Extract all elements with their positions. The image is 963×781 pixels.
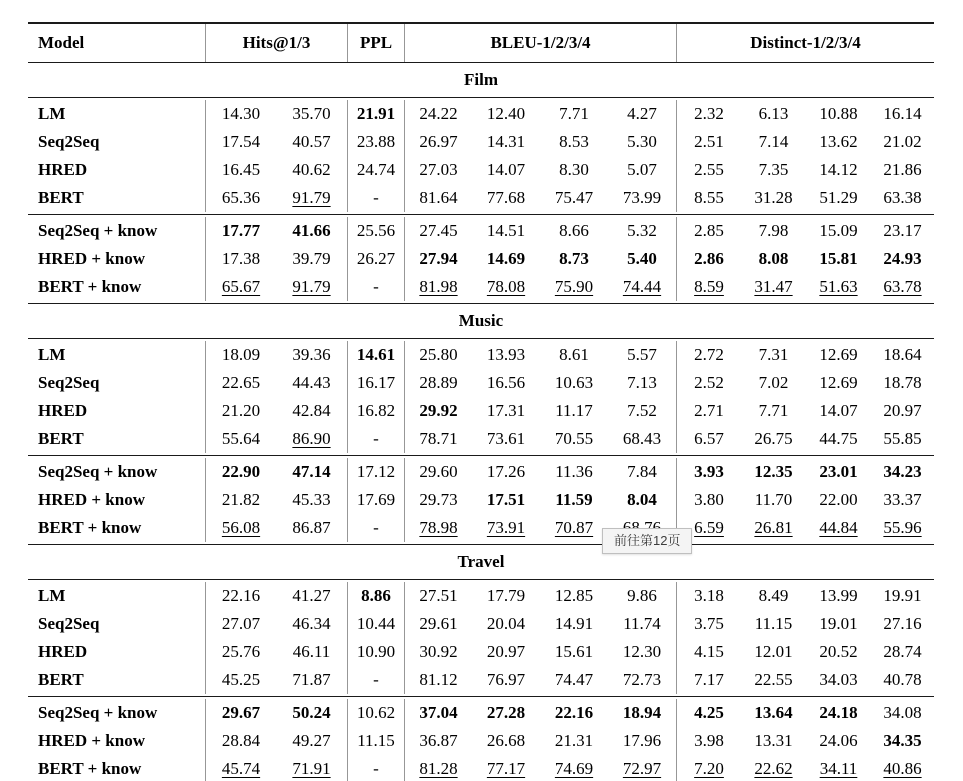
table-row [28,128,934,156]
value-cell: 22.90 [205,458,276,486]
value-cell: 51.29 [819,188,858,207]
value-cell: 16.56 [486,373,526,392]
value-cell: 7.14 [758,132,789,151]
value-cell: 34.08 [883,703,922,722]
model-name: BERT [38,670,84,689]
model-name: Seq2Seq [38,614,100,633]
value-cell: 81.12 [404,666,472,694]
value-cell: 3.93 [676,458,741,486]
table-row [28,184,934,212]
value-cell: 7.84 [627,462,657,481]
value-cell: 17.26 [486,462,526,481]
value-cell: 70.87 [554,518,594,537]
table-row [28,638,934,666]
value-cell: 34.11 [819,759,858,778]
value-cell: 20.04 [486,614,526,633]
value-cell: 29.92 [404,397,472,425]
value-cell: 91.79 [292,188,331,207]
value-cell: 2.51 [676,128,741,156]
value-cell: 3.98 [676,727,741,755]
value-cell: 81.64 [404,184,472,212]
value-cell: 26.81 [754,518,793,537]
value-cell: 8.66 [559,221,589,240]
value-cell: 45.25 [205,666,276,694]
value-cell: 78.71 [404,425,472,453]
value-cell: 42.84 [292,401,331,420]
value-cell: 26.97 [404,128,472,156]
value-cell: 28.84 [205,727,276,755]
model-name: Seq2Seq + know [38,703,158,722]
value-cell: 14.91 [554,614,594,633]
header-ppl: PPL [347,24,404,62]
value-cell: 4.27 [627,104,657,123]
value-cell: 6.59 [676,514,741,542]
value-cell: 25.80 [404,341,472,369]
model-name: Seq2Seq + know [38,221,158,240]
header-distinct: Distinct-1/2/3/4 [676,24,934,62]
value-cell: - [347,514,404,542]
value-cell: 23.88 [347,128,404,156]
value-cell: 27.16 [883,614,922,633]
value-cell: 25.76 [205,638,276,666]
model-name: BERT + know [38,518,142,537]
model-name: HRED + know [38,249,145,268]
value-cell: 5.32 [627,221,657,240]
value-cell: 22.00 [819,490,858,509]
value-cell: 73.99 [622,188,662,207]
value-cell: 74.44 [622,277,662,296]
value-cell: 6.13 [758,104,789,123]
value-cell: 70.55 [554,429,594,448]
value-cell: 10.90 [347,638,404,666]
value-cell: 51.63 [819,277,858,296]
value-cell: 41.27 [292,586,331,605]
value-cell: 29.61 [404,610,472,638]
value-cell: 23.01 [819,462,858,481]
value-cell: 23.17 [883,221,922,240]
table-row [28,458,934,486]
value-cell: 74.69 [554,759,594,778]
value-cell: 44.43 [292,373,331,392]
table-row [28,610,934,638]
value-cell: 2.85 [676,217,741,245]
value-cell: 22.16 [554,703,594,722]
value-cell: 7.35 [758,160,789,179]
value-cell: 63.38 [883,188,922,207]
table-row [28,245,934,273]
value-cell: 27.51 [404,582,472,610]
value-cell: 2.71 [676,397,741,425]
table-row [28,341,934,369]
value-cell: 10.88 [819,104,858,123]
value-cell: 8.55 [676,184,741,212]
value-cell: 11.36 [555,462,593,481]
value-cell: 10.62 [347,699,404,727]
model-name: LM [38,104,66,123]
value-cell: 2.52 [676,369,741,397]
value-cell: 17.51 [486,490,526,509]
value-cell: 12.40 [486,104,526,123]
model-name: BERT + know [38,277,142,296]
value-cell: 11.15 [347,727,404,755]
value-cell: 75.47 [554,188,594,207]
section-title: Film [28,63,934,98]
model-name: Seq2Seq + know [38,462,158,481]
value-cell: 8.04 [627,490,657,509]
value-cell: 81.28 [404,755,472,781]
value-cell: 8.86 [347,582,404,610]
model-name: LM [38,586,66,605]
value-cell: 10.44 [347,610,404,638]
value-cell: 14.61 [347,341,404,369]
value-cell: 20.52 [819,642,858,661]
value-cell: 26.68 [486,731,526,750]
table-row [28,425,934,453]
header-model: Model [38,33,85,52]
value-cell: 50.24 [292,703,331,722]
row-group [28,456,934,545]
value-cell: 17.31 [486,401,526,420]
value-cell: 13.31 [754,731,793,750]
model-name: BERT [38,188,84,207]
value-cell: 14.51 [486,221,526,240]
value-cell: - [347,425,404,453]
value-cell: 17.54 [205,128,276,156]
model-name: HRED + know [38,731,145,750]
value-cell: 13.64 [754,703,793,722]
value-cell: 27.94 [404,245,472,273]
value-cell: 29.73 [404,486,472,514]
value-cell: 24.93 [883,249,922,268]
value-cell: 21.86 [883,160,922,179]
header-bleu: BLEU-1/2/3/4 [404,24,676,62]
value-cell: 12.01 [754,642,793,661]
value-cell: 17.79 [486,586,526,605]
value-cell: 19.01 [819,614,858,633]
value-cell: 31.28 [754,188,793,207]
value-cell: 17.77 [205,217,276,245]
value-cell: 41.66 [292,221,331,240]
value-cell: 73.91 [486,518,526,537]
value-cell: 39.79 [292,249,331,268]
value-cell: 78.98 [404,514,472,542]
table-row [28,727,934,755]
row-group [28,98,934,215]
value-cell: 17.12 [347,458,404,486]
value-cell: 8.49 [758,586,789,605]
value-cell: 40.78 [883,670,922,689]
value-cell: 5.07 [627,160,657,179]
value-cell: 78.08 [486,277,526,296]
table-header-row [28,24,934,63]
table-row [28,666,934,694]
model-name: BERT + know [38,759,142,778]
value-cell: 13.93 [486,345,526,364]
table-row [28,217,934,245]
value-cell: 65.36 [205,184,276,212]
value-cell: 91.79 [292,277,331,296]
value-cell: 34.03 [819,670,858,689]
value-cell: 34.35 [883,731,922,750]
value-cell: 24.18 [819,703,858,722]
table-row [28,369,934,397]
value-cell: 21.20 [205,397,276,425]
value-cell: 40.62 [292,160,331,179]
header-hits: Hits@1/3 [205,24,347,62]
value-cell: 35.70 [292,104,331,123]
value-cell: 7.20 [676,755,741,781]
value-cell: 27.28 [486,703,526,722]
table-row [28,397,934,425]
value-cell: 22.65 [205,369,276,397]
value-cell: 56.08 [205,514,276,542]
value-cell: 28.74 [883,642,922,661]
value-cell: 27.03 [404,156,472,184]
value-cell: 77.17 [486,759,526,778]
value-cell: 28.89 [404,369,472,397]
value-cell: 17.38 [205,245,276,273]
value-cell: 81.98 [404,273,472,301]
value-cell: 7.98 [758,221,789,240]
value-cell: 7.13 [627,373,657,392]
value-cell: 21.02 [883,132,922,151]
value-cell: 46.34 [292,614,331,633]
value-cell: 18.78 [883,373,922,392]
value-cell: 47.14 [292,462,331,481]
value-cell: 7.02 [758,373,789,392]
value-cell: 3.75 [676,610,741,638]
section-rows [28,339,934,545]
value-cell: 8.08 [758,249,789,268]
value-cell: 71.91 [292,759,331,778]
value-cell: 46.11 [292,642,331,661]
value-cell: 2.32 [676,100,741,128]
table-row [28,486,934,514]
value-cell: 7.31 [758,345,789,364]
value-cell: 77.68 [486,188,526,207]
value-cell: 8.73 [559,249,589,268]
value-cell: 45.74 [205,755,276,781]
value-cell: 17.69 [347,486,404,514]
section-travel [28,545,934,781]
value-cell: 26.27 [347,245,404,273]
value-cell: 9.86 [627,586,657,605]
value-cell: 45.33 [292,490,331,509]
value-cell: 11.74 [623,614,661,633]
table-row [28,156,934,184]
value-cell: 26.75 [754,429,793,448]
section-title: Travel [28,545,934,580]
value-cell: 7.71 [559,104,589,123]
value-cell: 22.55 [754,670,793,689]
value-cell: 33.37 [883,490,922,509]
value-cell: 22.16 [205,582,276,610]
model-name: HRED [38,401,88,420]
table-row [28,100,934,128]
value-cell: 29.67 [205,699,276,727]
value-cell: 2.55 [676,156,741,184]
table-row [28,582,934,610]
value-cell: 12.69 [819,345,858,364]
value-cell: 14.07 [819,401,858,420]
value-cell: 65.67 [205,273,276,301]
table-row [28,514,934,542]
model-name: HRED [38,160,88,179]
value-cell: 12.85 [554,586,594,605]
row-group [28,215,934,304]
section-rows [28,580,934,781]
section-rows [28,98,934,304]
value-cell: 72.97 [622,759,662,778]
value-cell: 27.07 [205,610,276,638]
value-cell: 21.31 [554,731,594,750]
table-row [28,273,934,301]
value-cell: 34.23 [883,462,922,481]
value-cell: 5.30 [627,132,657,151]
value-cell: 7.71 [758,401,789,420]
go-to-page-tooltip: 前往第12页 [602,528,692,554]
value-cell: 8.59 [676,273,741,301]
value-cell: 31.47 [754,277,793,296]
value-cell: 11.17 [555,401,593,420]
value-cell: 11.70 [754,490,793,509]
value-cell: 18.09 [205,341,276,369]
value-cell: 5.57 [627,345,657,364]
value-cell: 86.87 [292,518,331,537]
value-cell: 37.04 [404,699,472,727]
section-music [28,304,934,545]
value-cell: 36.87 [404,727,472,755]
model-name: BERT [38,429,84,448]
value-cell: 12.30 [622,642,662,661]
value-cell: 14.30 [205,100,276,128]
row-group [28,580,934,697]
value-cell: 76.97 [486,670,526,689]
value-cell: 12.69 [819,373,858,392]
value-cell: 16.45 [205,156,276,184]
model-name: HRED [38,642,88,661]
value-cell: 16.82 [347,397,404,425]
value-cell: 8.61 [559,345,589,364]
section-film [28,63,934,304]
value-cell: 12.35 [754,462,793,481]
value-cell: 74.47 [554,670,594,689]
value-cell: 8.53 [559,132,589,151]
value-cell: 55.85 [883,429,922,448]
value-cell: - [347,755,404,781]
table-row [28,699,934,727]
value-cell: 63.78 [883,277,922,296]
value-cell: - [347,666,404,694]
value-cell: 75.90 [554,277,594,296]
value-cell: 24.74 [347,156,404,184]
value-cell: 25.56 [347,217,404,245]
value-cell: 20.97 [486,642,526,661]
results-table [28,22,934,781]
value-cell: 44.75 [819,429,858,448]
value-cell: 11.59 [555,490,593,509]
value-cell: 16.17 [347,369,404,397]
value-cell: 71.87 [292,670,331,689]
value-cell: 19.91 [883,586,922,605]
value-cell: 55.64 [205,425,276,453]
value-cell: 2.72 [676,341,741,369]
value-cell: 27.45 [404,217,472,245]
value-cell: 15.09 [819,221,858,240]
value-cell: 44.84 [819,518,858,537]
value-cell: 21.82 [205,486,276,514]
value-cell: 13.99 [819,586,858,605]
value-cell: 18.94 [622,703,662,722]
value-cell: 55.96 [883,518,922,537]
value-cell: 10.63 [554,373,594,392]
value-cell: 22.62 [754,759,793,778]
value-cell: 49.27 [292,731,331,750]
value-cell: 29.60 [404,458,472,486]
value-cell: 3.80 [676,486,741,514]
value-cell: 24.22 [404,100,472,128]
value-cell: 14.07 [486,160,526,179]
value-cell: 68.43 [622,429,662,448]
row-group [28,697,934,781]
value-cell: 20.97 [883,401,922,420]
value-cell: 4.15 [676,638,741,666]
value-cell: 21.91 [347,100,404,128]
value-cell: 2.86 [676,245,741,273]
section-title: Music [28,304,934,339]
value-cell: 5.40 [627,249,657,268]
value-cell: 40.86 [883,759,922,778]
value-cell: 14.12 [819,160,858,179]
value-cell: 39.36 [292,345,331,364]
value-cell: - [347,184,404,212]
value-cell: 3.18 [676,582,741,610]
value-cell: 7.52 [627,401,657,420]
value-cell: - [347,273,404,301]
value-cell: 4.25 [676,699,741,727]
value-cell: 24.06 [819,731,858,750]
value-cell: 16.14 [883,104,922,123]
value-cell: 15.81 [819,249,858,268]
value-cell: 14.31 [486,132,526,151]
model-name: HRED + know [38,490,145,509]
value-cell: 40.57 [292,132,331,151]
value-cell: 15.61 [554,642,594,661]
value-cell: 14.69 [486,249,526,268]
value-cell: 11.15 [754,614,793,633]
value-cell: 18.64 [883,345,922,364]
value-cell: 73.61 [486,429,526,448]
model-name: LM [38,345,66,364]
value-cell: 72.73 [622,670,662,689]
value-cell: 30.92 [404,638,472,666]
value-cell: 86.90 [292,429,331,448]
table-row [28,755,934,781]
value-cell: 13.62 [819,132,858,151]
value-cell: 8.30 [559,160,589,179]
model-name: Seq2Seq [38,373,100,392]
value-cell: 17.96 [622,731,662,750]
value-cell: 7.17 [676,666,741,694]
row-group [28,339,934,456]
model-name: Seq2Seq [38,132,100,151]
value-cell: 6.57 [676,425,741,453]
